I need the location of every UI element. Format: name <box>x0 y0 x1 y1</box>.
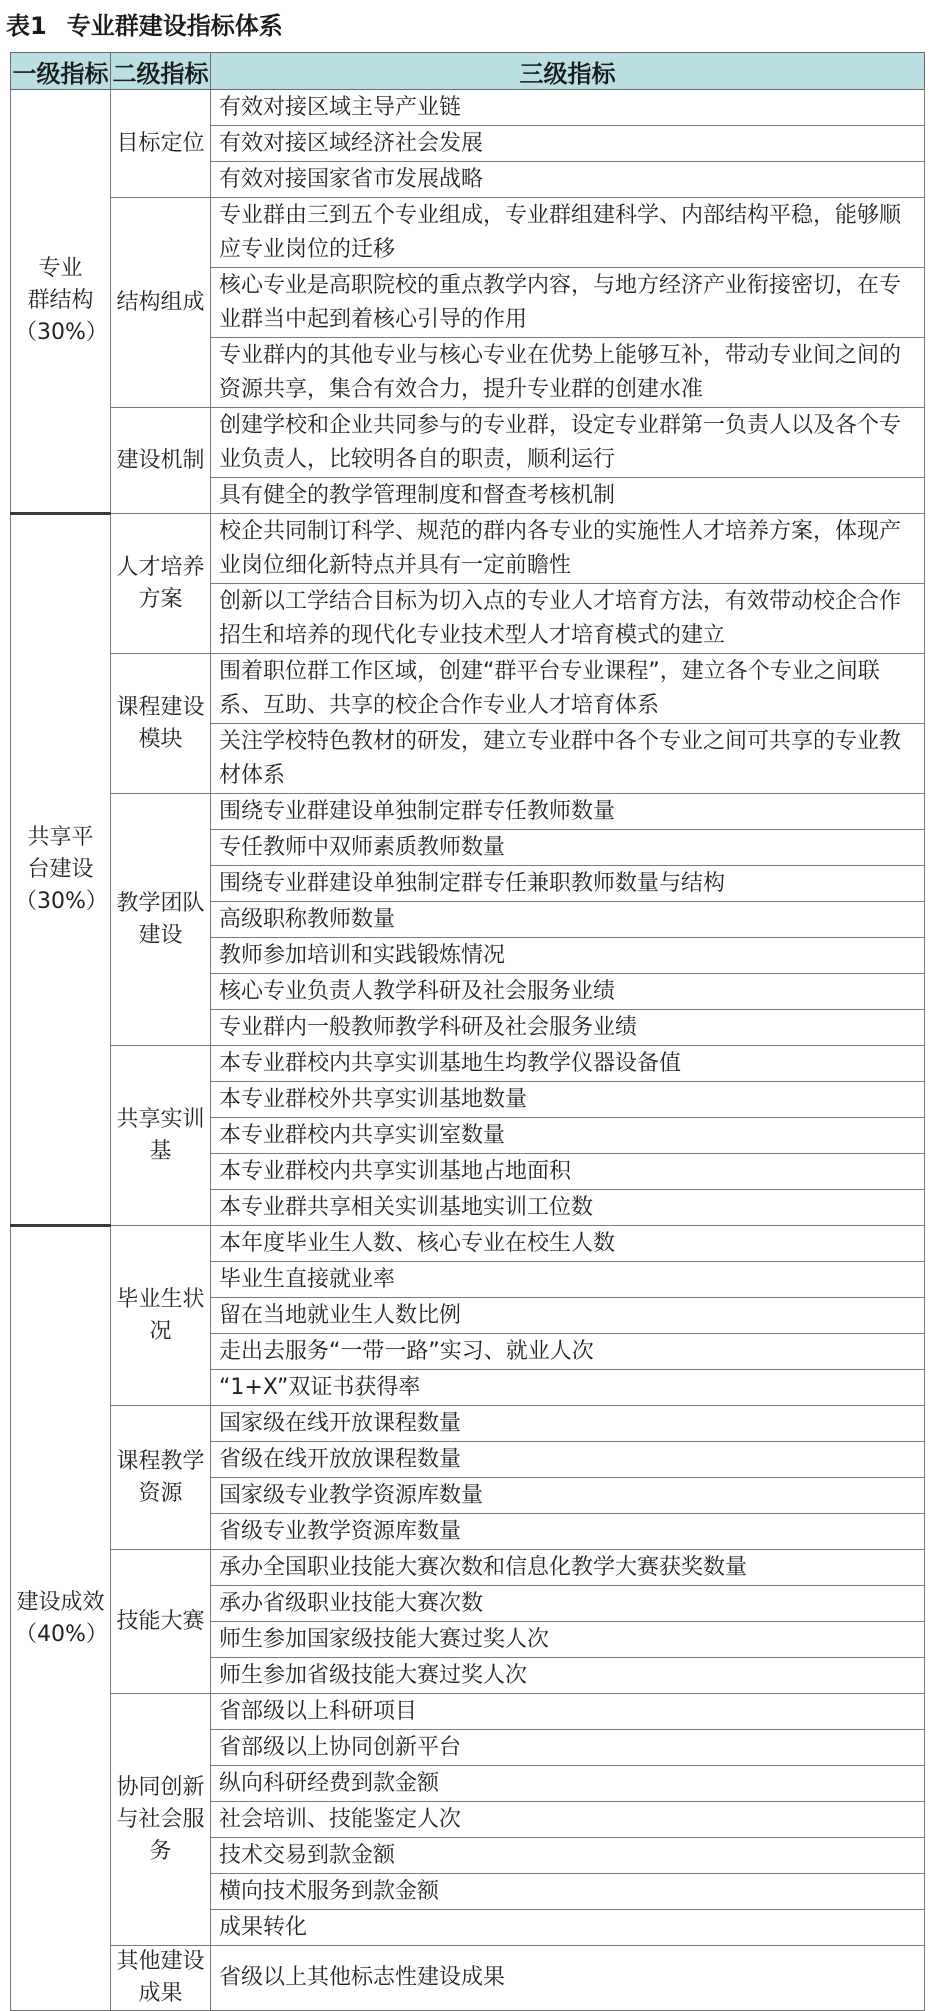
level-3-indicator: 本专业群校内共享实训室数量 <box>211 1118 925 1154</box>
level-3-indicator: 承办全国职业技能大赛次数和信息化教学大赛获奖数量 <box>211 1550 925 1586</box>
level-3-indicator: 专业群内的其他专业与核心专业在优势上能够互补，带动专业间之间的资源共享，集合有效合力，提升专业群的创建水准 <box>211 338 925 408</box>
level-3-indicator: 本专业群校内共享实训基地生均教学仪器设备值 <box>211 1046 925 1082</box>
level-3-indicator: 围绕专业群建设单独制定群专任兼职教师数量与结构 <box>211 866 925 902</box>
level-2-indicator: 其他建设 成果 <box>111 1946 211 2011</box>
level-3-indicator: 留在当地就业生人数比例 <box>211 1298 925 1334</box>
table-row <box>11 408 925 478</box>
table-row <box>11 1226 925 1262</box>
header-level-2: 二级指标 <box>111 53 211 90</box>
level-3-indicator: 省级以上其他标志性建设成果 <box>211 1946 925 2011</box>
table-row <box>11 198 925 268</box>
table-row <box>11 1694 925 1730</box>
level-3-indicator: 技术交易到款金额 <box>211 1838 925 1874</box>
table-row <box>11 514 925 584</box>
level-3-indicator: 专业群内一般教师教学科研及社会服务业绩 <box>211 1010 925 1046</box>
level-3-indicator: 校企共同制订科学、规范的群内各专业的实施性人才培养方案，体现产业岗位细化新特点并具有一定前瞻性 <box>211 514 925 584</box>
level-3-indicator: 核心专业负责人教学科研及社会服务业绩 <box>211 974 925 1010</box>
level-3-indicator: 核心专业是高职院校的重点教学内容，与地方经济产业衔接密切，在专业群当中起到着核心引导的作用 <box>211 268 925 338</box>
level-3-indicator: 走出去服务“一带一路”实习、就业人次 <box>211 1334 925 1370</box>
level-3-indicator: 纵向科研经费到款金额 <box>211 1766 925 1802</box>
level-3-indicator: 省部级以上协同创新平台 <box>211 1730 925 1766</box>
table-row <box>11 1406 925 1442</box>
level-3-indicator: 关注学校特色教材的研发，建立专业群中各个专业之间可共享的专业教材体系 <box>211 724 925 794</box>
table-row <box>11 794 925 830</box>
table-row <box>11 1946 925 2011</box>
table-row <box>11 1046 925 1082</box>
level-2-indicator: 课程教学 资源 <box>111 1406 211 1550</box>
level-2-indicator: 协同创新 与社会服 务 <box>111 1694 211 1946</box>
level-3-indicator: 承办省级职业技能大赛次数 <box>211 1586 925 1622</box>
level-2-indicator: 人才培养 方案 <box>111 514 211 654</box>
level-1-indicator: 建设成效 （40%） <box>11 1226 111 2011</box>
level-3-indicator: 本专业群共享相关实训基地实训工位数 <box>211 1190 925 1226</box>
level-3-indicator: 社会培训、技能鉴定人次 <box>211 1802 925 1838</box>
table-row <box>11 1550 925 1586</box>
level-3-indicator: 本专业群校外共享实训基地数量 <box>211 1082 925 1118</box>
level-3-indicator: 创建学校和企业共同参与的专业群，设定专业群第一负责人以及各个专业负责人，比较明各自的职责，顺利运行 <box>211 408 925 478</box>
level-3-indicator: 横向技术服务到款金额 <box>211 1874 925 1910</box>
table-row <box>11 654 925 724</box>
level-2-indicator: 教学团队 建设 <box>111 794 211 1046</box>
level-3-indicator: 本年度毕业生人数、核心专业在校生人数 <box>211 1226 925 1262</box>
level-3-indicator: 有效对接区域主导产业链 <box>211 90 925 126</box>
level-3-indicator: 本专业群校内共享实训基地占地面积 <box>211 1154 925 1190</box>
level-1-indicator: 专业 群结构 （30%） <box>11 90 111 514</box>
table-title: 专业群建设指标体系 <box>66 12 283 40</box>
level-3-indicator: 专任教师中双师素质教师数量 <box>211 830 925 866</box>
indicator-table <box>10 52 925 2011</box>
level-3-indicator: 创新以工学结合目标为切入点的专业人才培育方法，有效带动校企合作招生和培养的现代化专业技术型人才培育模式的建立 <box>211 584 925 654</box>
level-3-indicator: 有效对接区域经济社会发展 <box>211 126 925 162</box>
header-level-3: 三级指标 <box>211 53 925 90</box>
level-3-indicator: 国家级专业教学资源库数量 <box>211 1478 925 1514</box>
level-3-indicator: 毕业生直接就业率 <box>211 1262 925 1298</box>
level-2-indicator: 毕业生状 况 <box>111 1226 211 1406</box>
level-2-indicator: 目标定位 <box>111 90 211 198</box>
level-3-indicator: “1+X”双证书获得率 <box>211 1370 925 1406</box>
level-3-indicator: 高级职称教师数量 <box>211 902 925 938</box>
level-3-indicator: 有效对接国家省市发展战略 <box>211 162 925 198</box>
level-2-indicator: 课程建设 模块 <box>111 654 211 794</box>
level-3-indicator: 省级在线开放放课程数量 <box>211 1442 925 1478</box>
table-header-row <box>11 53 925 90</box>
level-3-indicator: 成果转化 <box>211 1910 925 1946</box>
level-3-indicator: 专业群由三到五个专业组成，专业群组建科学、内部结构平稳，能够顺应专业岗位的迁移 <box>211 198 925 268</box>
level-3-indicator: 师生参加省级技能大赛过奖人次 <box>211 1658 925 1694</box>
level-3-indicator: 围着职位群工作区域，创建“群平台专业课程”，建立各个专业之间联系、互助、共享的校企合作专业人才培育体系 <box>211 654 925 724</box>
level-1-indicator: 共享平 台建设 （30%） <box>11 514 111 1226</box>
table-caption <box>6 6 283 46</box>
header-level-1: 一级指标 <box>11 53 111 90</box>
level-2-indicator: 技能大赛 <box>111 1550 211 1694</box>
level-3-indicator: 围绕专业群建设单独制定群专任教师数量 <box>211 794 925 830</box>
level-2-indicator: 结构组成 <box>111 198 211 408</box>
level-3-indicator: 国家级在线开放课程数量 <box>211 1406 925 1442</box>
level-3-indicator: 教师参加培训和实践锻炼情况 <box>211 938 925 974</box>
level-3-indicator: 省级专业教学资源库数量 <box>211 1514 925 1550</box>
level-3-indicator: 具有健全的教学管理制度和督查考核机制 <box>211 478 925 514</box>
table-number: 表1 <box>6 12 47 40</box>
level-2-indicator: 建设机制 <box>111 408 211 514</box>
level-3-indicator: 省部级以上科研项目 <box>211 1694 925 1730</box>
table-row <box>11 90 925 126</box>
level-2-indicator: 共享实训 基 <box>111 1046 211 1226</box>
level-3-indicator: 师生参加国家级技能大赛过奖人次 <box>211 1622 925 1658</box>
table-body <box>11 90 925 2011</box>
